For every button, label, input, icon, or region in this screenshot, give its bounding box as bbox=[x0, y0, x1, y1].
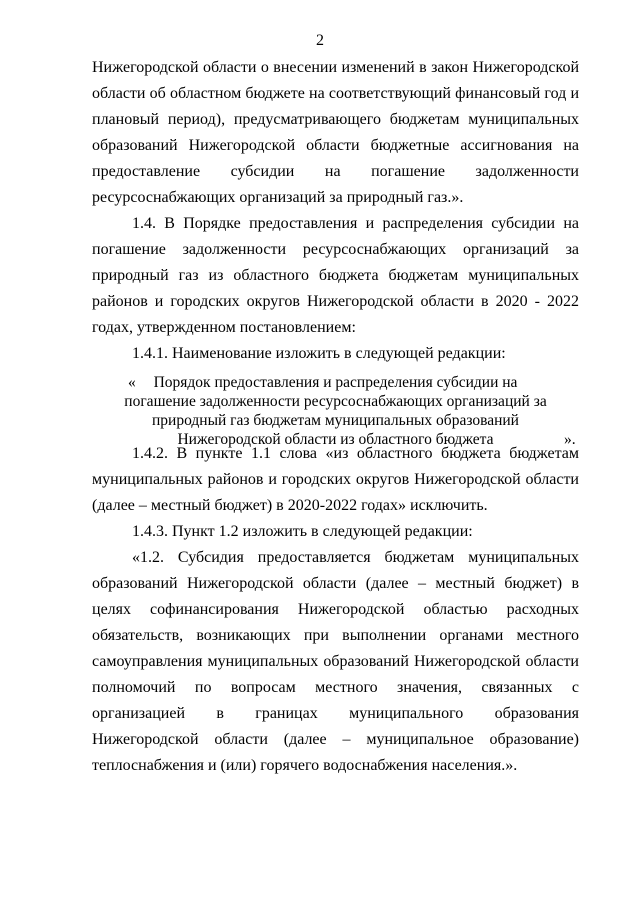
heading-line-3: природный газ бюджетам муниципальных образований bbox=[152, 412, 519, 429]
paragraph-1-4-3: 1.4.3. Пункт 1.2 изложить в следующей редакции: bbox=[132, 523, 473, 540]
heading-line-1: Порядок предоставления и распределения субсидии на bbox=[153, 374, 518, 391]
heading-line-2: погашение задолженности ресурсоснабжающих организаций за bbox=[124, 393, 547, 410]
text-block-continuation bbox=[92, 55, 579, 211]
quoted-heading bbox=[92, 373, 579, 449]
paragraph-1-4-1: 1.4.1. Наименование изложить в следующей редакции: bbox=[132, 345, 506, 362]
paragraph-1-2-quoted: «1.2. Субсидия предоставляется бюджетам муниципальных образований Нижегородской области (далее – местный бюджет) в целях софинансирования Нижегородской областью расходных обязательств, возникающих при выполнении органами местного самоуправления муниципальных образований Нижегородской области полномочий по вопросам местного значения, связанных с организацией в границах муниципального образования Нижегородской области (далее – муниципальное образование) теплоснабжения и (или) горячего водоснабжения населения.». bbox=[92, 549, 579, 774]
close-quote: ». bbox=[564, 431, 576, 448]
paragraph-1-4: 1.4. В Порядке предоставления и распределения субсидии на погашение задолженности ресурсоснабжающих организаций за природный газ из областного бюджета бюджетам муниципальных районов и городских округов Нижегородской области в 2020 - 2022 годах, утвержденном постановлением: bbox=[92, 215, 579, 336]
page-number: 2 bbox=[316, 32, 324, 49]
text-block-section-1-4-2 bbox=[92, 441, 579, 779]
paragraph-1-4-2: 1.4.2. В пункте 1.1 слова «из областного бюджета бюджетам муниципальных районов и городских округов Нижегородской области (далее – местный бюджет) в 2020-2022 годах» исключить. bbox=[92, 445, 579, 514]
text-block-section-1-4 bbox=[92, 211, 579, 367]
paragraph-continuation: Нижегородской области о внесении изменений в закон Нижегородской области об областном бюджете на соответствующий финансовый год и плановый период), предусматривающего бюджетам муниципальных образований Нижегородской области бюджетные ассигнования на предоставление субсидии на погашение задолженности ресурсоснабжающих организаций за природный газ.». bbox=[92, 59, 579, 206]
open-quote: « bbox=[128, 374, 136, 391]
heading-line-4: Нижегородской области из областного бюджета bbox=[177, 431, 494, 448]
